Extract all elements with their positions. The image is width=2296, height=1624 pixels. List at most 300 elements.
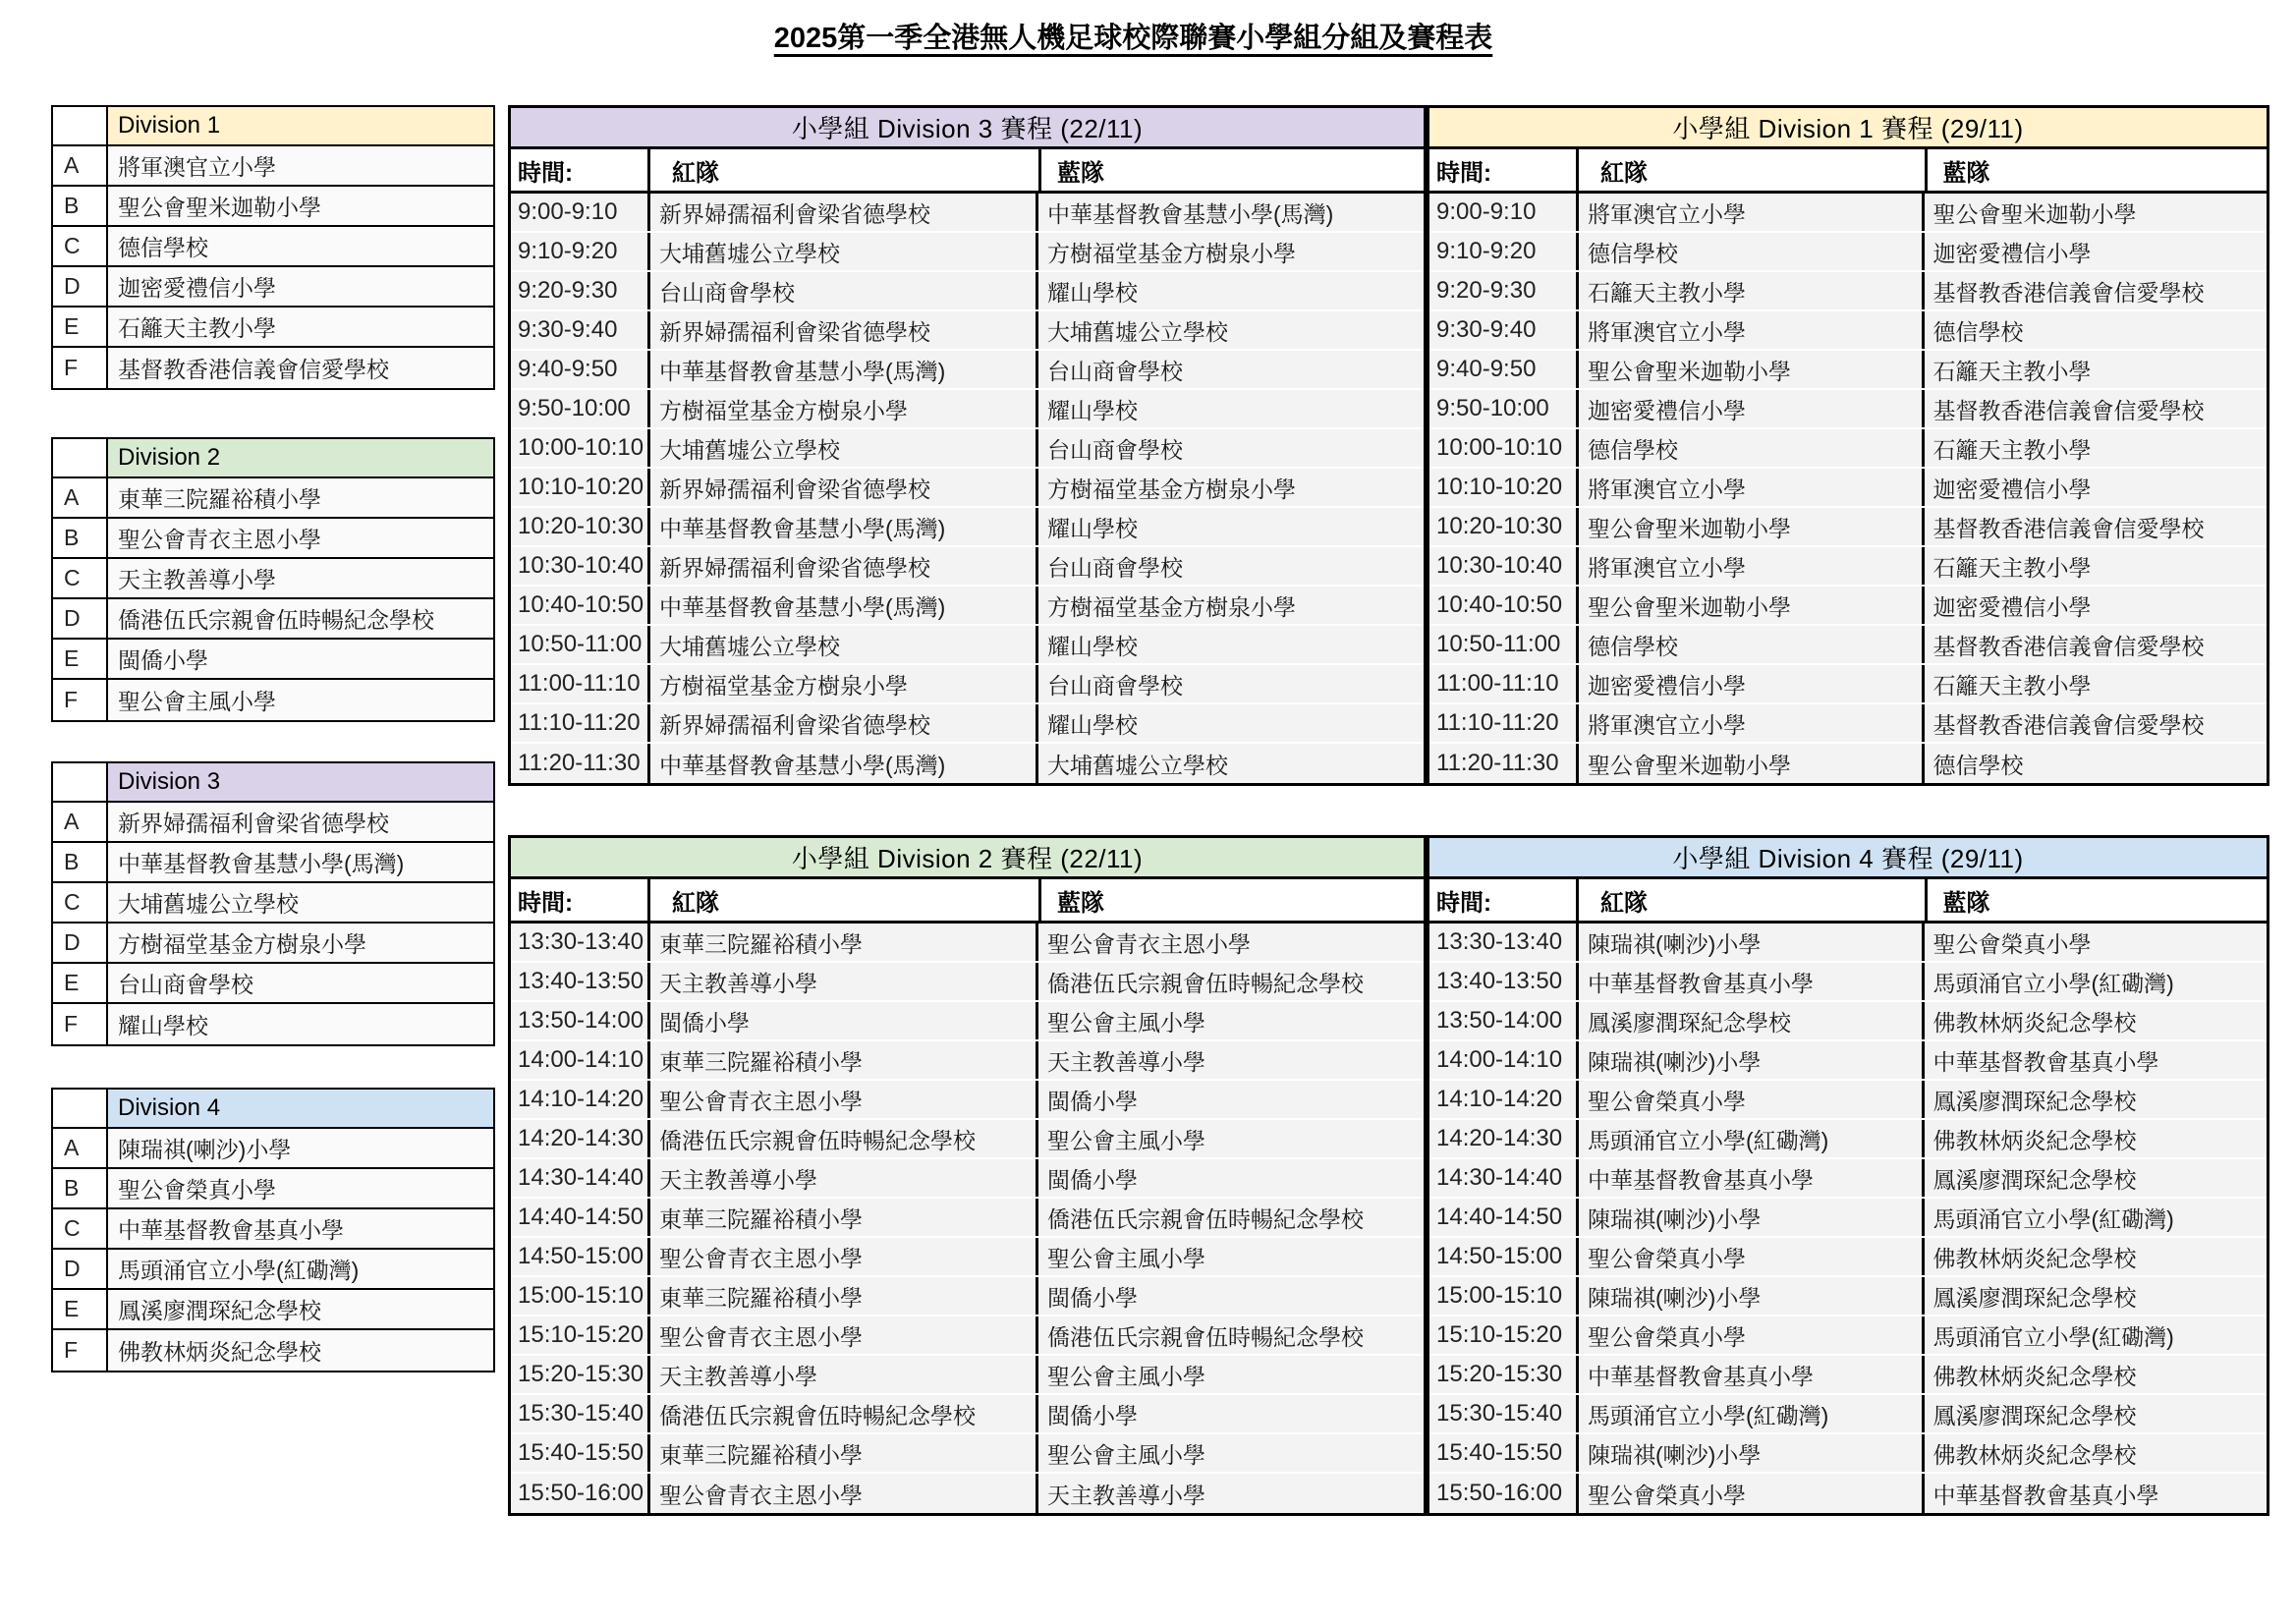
match-row bbox=[511, 1238, 1424, 1277]
team-row bbox=[53, 924, 493, 964]
division-4-team-list bbox=[53, 1129, 493, 1371]
match-row bbox=[1429, 1199, 2267, 1238]
team-row bbox=[53, 1290, 493, 1330]
match-time: 10:20-10:30 bbox=[1429, 508, 1579, 545]
match-row bbox=[511, 1041, 1424, 1081]
match-time: 15:40-15:50 bbox=[511, 1434, 650, 1472]
schedule-title: 小學組 Division 3 賽程 (22/11) bbox=[511, 108, 1424, 149]
division-1-team-list bbox=[53, 146, 493, 388]
match-red-team: 聖公會青衣主恩小學 bbox=[650, 1081, 1038, 1118]
match-red-team: 鳳溪廖潤琛紀念學校 bbox=[1579, 1002, 1925, 1039]
team-school: 德信學校 bbox=[118, 235, 208, 260]
division-4-schedule-table bbox=[1427, 835, 2269, 1516]
division-header-spacer bbox=[53, 107, 108, 144]
division-3-schedule-table bbox=[508, 105, 1427, 786]
match-time: 9:10-9:20 bbox=[1429, 233, 1579, 270]
match-row bbox=[511, 1199, 1424, 1238]
match-blue-team: 聖公會青衣主恩小學 bbox=[1047, 930, 1251, 957]
match-blue-team: 台山商會學校 bbox=[1047, 554, 1183, 581]
schedule-column-header-row bbox=[1429, 149, 2267, 194]
division-header-spacer bbox=[53, 439, 108, 476]
match-row bbox=[1429, 1474, 2267, 1513]
match-time: 9:40-9:50 bbox=[511, 351, 650, 388]
match-time: 9:50-10:00 bbox=[511, 390, 650, 427]
match-row bbox=[511, 194, 1424, 233]
division-1-schedule-table bbox=[1427, 105, 2269, 786]
team-school: 將軍澳官立小學 bbox=[118, 154, 276, 180]
division-name-label: Division 1 bbox=[108, 107, 493, 144]
match-row bbox=[1429, 626, 2267, 665]
match-row bbox=[1429, 1316, 2267, 1356]
match-row bbox=[511, 1474, 1424, 1513]
match-row bbox=[1429, 1041, 2267, 1081]
match-row bbox=[511, 469, 1424, 508]
team-school: 石籬天主教小學 bbox=[118, 315, 276, 341]
match-row bbox=[511, 1159, 1424, 1199]
match-red-team: 大埔舊墟公立學校 bbox=[650, 233, 1038, 270]
col-header-blue-team: 藍隊 bbox=[1057, 889, 1104, 917]
match-row bbox=[1429, 429, 2267, 469]
team-row bbox=[53, 348, 493, 388]
match-blue-team: 基督教香港信義會信愛學校 bbox=[1932, 397, 2205, 423]
division-name-label: Division 4 bbox=[108, 1090, 493, 1127]
team-letter: E bbox=[53, 640, 108, 678]
team-row bbox=[53, 640, 493, 680]
match-blue-team: 閩僑小學 bbox=[1047, 1166, 1138, 1193]
schedule-rows bbox=[1429, 924, 2267, 1513]
team-row bbox=[53, 964, 493, 1004]
match-time: 14:20-14:30 bbox=[511, 1120, 650, 1157]
match-row bbox=[511, 1316, 1424, 1356]
match-row bbox=[1429, 508, 2267, 547]
match-blue-team: 方樹福堂基金方樹泉小學 bbox=[1047, 240, 1296, 266]
match-blue-team: 方樹福堂基金方樹泉小學 bbox=[1047, 593, 1296, 620]
match-row bbox=[1429, 924, 2267, 963]
division-name-label: Division 3 bbox=[108, 763, 493, 801]
match-red-team: 新界婦孺福利會梁省德學校 bbox=[650, 469, 1038, 506]
match-time: 14:20-14:30 bbox=[1429, 1120, 1579, 1157]
division-name-label: Division 2 bbox=[108, 439, 493, 476]
match-blue-team: 中華基督教會基真小學 bbox=[1932, 1048, 2159, 1075]
match-time: 15:50-16:00 bbox=[1429, 1474, 1579, 1513]
match-blue-team: 大埔舊墟公立學校 bbox=[1047, 318, 1228, 345]
match-row bbox=[511, 547, 1424, 587]
match-time: 11:20-11:30 bbox=[511, 744, 650, 783]
match-red-team: 新界婦孺福利會梁省德學校 bbox=[650, 547, 1038, 585]
team-school: 聖公會榮真小學 bbox=[118, 1177, 276, 1203]
match-blue-team: 聖公會主風小學 bbox=[1047, 1127, 1205, 1153]
col-header-time: 時間: bbox=[1429, 149, 1579, 191]
match-time: 14:00-14:10 bbox=[1429, 1041, 1579, 1079]
match-row bbox=[511, 1356, 1424, 1395]
match-time: 14:10-14:20 bbox=[511, 1081, 650, 1118]
match-time: 9:10-9:20 bbox=[511, 233, 650, 270]
match-blue-team: 迦密愛禮信小學 bbox=[1932, 593, 2092, 620]
col-header-time: 時間: bbox=[511, 879, 650, 921]
match-red-team: 中華基督教會基真小學 bbox=[1579, 1356, 1925, 1393]
match-row bbox=[1429, 665, 2267, 704]
match-time: 14:10-14:20 bbox=[1429, 1081, 1579, 1118]
match-blue-team: 台山商會學校 bbox=[1047, 672, 1183, 699]
team-school: 台山商會學校 bbox=[118, 972, 253, 997]
match-row bbox=[1429, 390, 2267, 429]
match-red-team: 僑港伍氏宗親會伍時暢紀念學校 bbox=[650, 1395, 1038, 1432]
match-time: 11:10-11:20 bbox=[1429, 704, 1579, 742]
team-letter: A bbox=[53, 146, 108, 185]
col-header-red-team: 紅隊 bbox=[1579, 149, 1928, 191]
match-red-team: 陳瑞祺(喇沙)小學 bbox=[1579, 1277, 1925, 1315]
match-blue-team: 迦密愛禮信小學 bbox=[1932, 240, 2092, 266]
match-time: 15:50-16:00 bbox=[511, 1474, 650, 1513]
team-letter: F bbox=[53, 680, 108, 720]
match-red-team: 將軍澳官立小學 bbox=[1579, 311, 1925, 349]
match-blue-team: 佛教林炳炎紀念學校 bbox=[1932, 1127, 2137, 1153]
team-school: 基督教香港信義會信愛學校 bbox=[118, 357, 389, 382]
match-blue-team: 石籬天主教小學 bbox=[1932, 436, 2092, 463]
schedule-rows bbox=[1429, 194, 2267, 783]
team-school: 東華三院羅裕積小學 bbox=[118, 486, 321, 512]
match-red-team: 將軍澳官立小學 bbox=[1579, 194, 1925, 231]
match-blue-team: 耀山學校 bbox=[1047, 515, 1138, 541]
schedule-rows bbox=[511, 924, 1424, 1513]
match-row bbox=[1429, 194, 2267, 233]
team-letter: D bbox=[53, 599, 108, 638]
match-red-team: 聖公會青衣主恩小學 bbox=[650, 1316, 1038, 1354]
team-letter: D bbox=[53, 267, 108, 306]
match-red-team: 大埔舊墟公立學校 bbox=[650, 626, 1038, 663]
match-row bbox=[511, 1081, 1424, 1120]
division-header-spacer bbox=[53, 763, 108, 801]
team-letter: E bbox=[53, 308, 108, 346]
match-row bbox=[511, 1434, 1424, 1474]
match-blue-team: 基督教香港信義會信愛學校 bbox=[1932, 633, 2205, 659]
schedule-rows bbox=[511, 194, 1424, 783]
match-red-team: 大埔舊墟公立學校 bbox=[650, 429, 1038, 467]
match-time: 10:10-10:20 bbox=[511, 469, 650, 506]
match-time: 11:00-11:10 bbox=[1429, 665, 1579, 702]
match-row bbox=[1429, 547, 2267, 587]
match-blue-team: 耀山學校 bbox=[1047, 633, 1138, 659]
division-roster-column bbox=[51, 105, 495, 1422]
match-time: 10:40-10:50 bbox=[1429, 587, 1579, 624]
team-letter: C bbox=[53, 883, 108, 922]
team-row bbox=[53, 1330, 493, 1371]
match-blue-team: 基督教香港信義會信愛學校 bbox=[1932, 279, 2205, 306]
match-blue-team: 聖公會主風小學 bbox=[1047, 1245, 1205, 1271]
match-row bbox=[511, 587, 1424, 626]
team-letter: E bbox=[53, 964, 108, 1002]
team-school: 聖公會聖米迦勒小學 bbox=[118, 195, 321, 220]
division-3-header-row bbox=[53, 763, 493, 803]
team-row bbox=[53, 267, 493, 308]
match-row bbox=[1429, 963, 2267, 1002]
match-blue-team: 馬頭涌官立小學(紅磡灣) bbox=[1932, 1323, 2174, 1350]
team-school: 大埔舊墟公立學校 bbox=[118, 891, 299, 917]
schedule-column-header-row bbox=[511, 149, 1424, 194]
match-blue-team: 佛教林炳炎紀念學校 bbox=[1932, 1245, 2137, 1271]
match-time: 10:30-10:40 bbox=[511, 547, 650, 585]
team-letter: F bbox=[53, 1004, 108, 1044]
match-red-team: 中華基督教會基慧小學(馬灣) bbox=[650, 508, 1038, 545]
match-blue-team: 大埔舊墟公立學校 bbox=[1047, 752, 1228, 778]
match-time: 9:20-9:30 bbox=[1429, 272, 1579, 309]
match-red-team: 聖公會榮真小學 bbox=[1579, 1238, 1925, 1275]
match-blue-team: 基督教香港信義會信愛學校 bbox=[1932, 711, 2205, 738]
col-header-red-team: 紅隊 bbox=[1579, 879, 1928, 921]
match-red-team: 陳瑞祺(喇沙)小學 bbox=[1579, 1434, 1925, 1472]
match-time: 10:20-10:30 bbox=[511, 508, 650, 545]
match-blue-team: 馬頭涌官立小學(紅磡灣) bbox=[1932, 1205, 2174, 1232]
match-row bbox=[1429, 744, 2267, 783]
match-row bbox=[511, 351, 1424, 390]
match-blue-team: 中華基督教會基真小學 bbox=[1932, 1482, 2159, 1508]
match-time: 10:00-10:10 bbox=[1429, 429, 1579, 467]
match-red-team: 閩僑小學 bbox=[650, 1002, 1038, 1039]
team-row bbox=[53, 1004, 493, 1044]
match-row bbox=[1429, 233, 2267, 272]
schedule-title: 小學組 Division 4 賽程 (29/11) bbox=[1429, 838, 2267, 879]
division-header-spacer bbox=[53, 1090, 108, 1127]
team-school: 中華基督教會基慧小學(馬灣) bbox=[118, 851, 405, 876]
match-time: 13:40-13:50 bbox=[511, 963, 650, 1000]
match-blue-team: 聖公會聖米迦勒小學 bbox=[1932, 200, 2137, 227]
match-red-team: 陳瑞祺(喇沙)小學 bbox=[1579, 1199, 1925, 1236]
match-time: 15:30-15:40 bbox=[511, 1395, 650, 1432]
match-red-team: 迦密愛禮信小學 bbox=[1579, 390, 1925, 427]
match-red-team: 聖公會聖米迦勒小學 bbox=[1579, 351, 1925, 388]
match-red-team: 方樹福堂基金方樹泉小學 bbox=[650, 665, 1038, 702]
match-blue-team: 德信學校 bbox=[1932, 318, 2024, 345]
match-time: 9:30-9:40 bbox=[1429, 311, 1579, 349]
match-blue-team: 閩僑小學 bbox=[1047, 1284, 1138, 1311]
match-blue-team: 台山商會學校 bbox=[1047, 358, 1183, 384]
team-letter: A bbox=[53, 803, 108, 841]
match-red-team: 東華三院羅裕積小學 bbox=[650, 1434, 1038, 1472]
schedule-column-header-row bbox=[1429, 879, 2267, 924]
match-blue-team: 耀山學校 bbox=[1047, 397, 1138, 423]
match-time: 10:50-11:00 bbox=[1429, 626, 1579, 663]
match-red-team: 馬頭涌官立小學(紅磡灣) bbox=[1579, 1395, 1925, 1432]
match-row bbox=[511, 429, 1424, 469]
match-blue-team: 佛教林炳炎紀念學校 bbox=[1932, 1363, 2137, 1389]
match-time: 9:20-9:30 bbox=[511, 272, 650, 309]
match-red-team: 東華三院羅裕積小學 bbox=[650, 1277, 1038, 1315]
match-row bbox=[1429, 311, 2267, 351]
match-red-team: 天主教善導小學 bbox=[650, 963, 1038, 1000]
match-blue-team: 天主教善導小學 bbox=[1047, 1048, 1205, 1075]
team-letter: F bbox=[53, 348, 108, 388]
match-time: 14:50-15:00 bbox=[1429, 1238, 1579, 1275]
match-red-team: 聖公會榮真小學 bbox=[1579, 1081, 1925, 1118]
team-letter: F bbox=[53, 1330, 108, 1371]
team-letter: C bbox=[53, 1209, 108, 1248]
match-row bbox=[511, 665, 1424, 704]
team-row bbox=[53, 803, 493, 843]
col-header-time: 時間: bbox=[1429, 879, 1579, 921]
team-row bbox=[53, 680, 493, 720]
match-row bbox=[1429, 272, 2267, 311]
match-blue-team: 耀山學校 bbox=[1047, 711, 1138, 738]
match-blue-team: 閩僑小學 bbox=[1047, 1402, 1138, 1428]
team-row bbox=[53, 1129, 493, 1169]
schedule-title: 小學組 Division 1 賽程 (29/11) bbox=[1429, 108, 2267, 149]
team-row bbox=[53, 519, 493, 559]
match-blue-team: 閩僑小學 bbox=[1047, 1088, 1138, 1114]
match-blue-team: 方樹福堂基金方樹泉小學 bbox=[1047, 476, 1296, 502]
match-time: 15:30-15:40 bbox=[1429, 1395, 1579, 1432]
match-time: 15:40-15:50 bbox=[1429, 1434, 1579, 1472]
match-time: 9:50-10:00 bbox=[1429, 390, 1579, 427]
match-red-team: 中華基督教會基真小學 bbox=[1579, 1159, 1925, 1197]
match-row bbox=[1429, 704, 2267, 744]
match-red-team: 聖公會青衣主恩小學 bbox=[650, 1474, 1038, 1513]
match-row bbox=[511, 626, 1424, 665]
match-row bbox=[1429, 587, 2267, 626]
match-red-team: 將軍澳官立小學 bbox=[1579, 547, 1925, 585]
team-row bbox=[53, 308, 493, 348]
match-blue-team: 僑港伍氏宗親會伍時暢紀念學校 bbox=[1047, 1205, 1364, 1232]
division-2-team-list bbox=[53, 478, 493, 720]
match-time: 15:10-15:20 bbox=[511, 1316, 650, 1354]
match-red-team: 中華基督教會基慧小學(馬灣) bbox=[650, 744, 1038, 783]
team-row bbox=[53, 227, 493, 267]
match-blue-team: 石籬天主教小學 bbox=[1932, 672, 2092, 699]
match-time: 13:30-13:40 bbox=[511, 924, 650, 961]
match-time: 15:00-15:10 bbox=[1429, 1277, 1579, 1315]
team-school: 僑港伍氏宗親會伍時暢紀念學校 bbox=[118, 607, 434, 633]
match-red-team: 東華三院羅裕積小學 bbox=[650, 1041, 1038, 1079]
team-letter: B bbox=[53, 1169, 108, 1207]
match-red-team: 德信學校 bbox=[1579, 233, 1925, 270]
col-header-red-team: 紅隊 bbox=[650, 879, 1041, 921]
match-blue-team: 耀山學校 bbox=[1047, 279, 1138, 306]
match-time: 10:40-10:50 bbox=[511, 587, 650, 624]
team-letter: B bbox=[53, 519, 108, 557]
match-red-team: 天主教善導小學 bbox=[650, 1356, 1038, 1393]
match-red-team: 石籬天主教小學 bbox=[1579, 272, 1925, 309]
team-row bbox=[53, 146, 493, 187]
match-row bbox=[511, 311, 1424, 351]
match-blue-team: 鳳溪廖潤琛紀念學校 bbox=[1932, 1088, 2137, 1114]
team-letter: B bbox=[53, 187, 108, 225]
match-row bbox=[1429, 1120, 2267, 1159]
match-red-team: 陳瑞祺(喇沙)小學 bbox=[1579, 924, 1925, 961]
team-row bbox=[53, 187, 493, 227]
match-row bbox=[1429, 469, 2267, 508]
match-time: 14:40-14:50 bbox=[511, 1199, 650, 1236]
match-row bbox=[1429, 1356, 2267, 1395]
match-red-team: 陳瑞祺(喇沙)小學 bbox=[1579, 1041, 1925, 1079]
match-row bbox=[1429, 1002, 2267, 1041]
match-row bbox=[1429, 1395, 2267, 1434]
match-time: 10:30-10:40 bbox=[1429, 547, 1579, 585]
match-blue-team: 僑港伍氏宗親會伍時暢紀念學校 bbox=[1047, 970, 1364, 996]
match-red-team: 迦密愛禮信小學 bbox=[1579, 665, 1925, 702]
match-row bbox=[511, 508, 1424, 547]
team-letter: D bbox=[53, 1250, 108, 1288]
match-red-team: 新界婦孺福利會梁省德學校 bbox=[650, 704, 1038, 742]
team-school: 聖公會青衣主恩小學 bbox=[118, 527, 321, 552]
division-1-header-row bbox=[53, 107, 493, 146]
match-time: 13:50-14:00 bbox=[1429, 1002, 1579, 1039]
match-blue-team: 天主教善導小學 bbox=[1047, 1482, 1205, 1508]
match-red-team: 馬頭涌官立小學(紅磡灣) bbox=[1579, 1120, 1925, 1157]
match-row bbox=[511, 1120, 1424, 1159]
team-row bbox=[53, 843, 493, 883]
match-time: 9:00-9:10 bbox=[1429, 194, 1579, 231]
match-red-team: 聖公會聖米迦勒小學 bbox=[1579, 744, 1925, 783]
team-school: 中華基督教會基真小學 bbox=[118, 1217, 344, 1243]
team-school: 馬頭涌官立小學(紅磡灣) bbox=[118, 1258, 360, 1283]
team-school: 鳳溪廖潤琛紀念學校 bbox=[118, 1298, 321, 1323]
match-row bbox=[511, 390, 1424, 429]
match-time: 14:40-14:50 bbox=[1429, 1199, 1579, 1236]
match-red-team: 聖公會聖米迦勒小學 bbox=[1579, 508, 1925, 545]
match-time: 14:00-14:10 bbox=[511, 1041, 650, 1079]
team-school: 天主教善導小學 bbox=[118, 567, 276, 592]
match-row bbox=[511, 963, 1424, 1002]
match-time: 11:10-11:20 bbox=[511, 704, 650, 742]
team-letter: B bbox=[53, 843, 108, 881]
team-school: 佛教林炳炎紀念學校 bbox=[118, 1339, 321, 1365]
team-letter: E bbox=[53, 1290, 108, 1328]
team-row bbox=[53, 599, 493, 640]
match-time: 15:10-15:20 bbox=[1429, 1316, 1579, 1354]
match-row bbox=[1429, 1081, 2267, 1120]
schedule-column-header-row bbox=[511, 879, 1424, 924]
match-red-team: 僑港伍氏宗親會伍時暢紀念學校 bbox=[650, 1120, 1038, 1157]
match-time: 9:00-9:10 bbox=[511, 194, 650, 231]
match-blue-team: 佛教林炳炎紀念學校 bbox=[1932, 1441, 2137, 1468]
match-red-team: 德信學校 bbox=[1579, 626, 1925, 663]
match-red-team: 中華基督教會基慧小學(馬灣) bbox=[650, 587, 1038, 624]
match-time: 10:00-10:10 bbox=[511, 429, 650, 467]
match-blue-team: 鳳溪廖潤琛紀念學校 bbox=[1932, 1166, 2137, 1193]
match-time: 13:40-13:50 bbox=[1429, 963, 1579, 1000]
match-blue-team: 中華基督教會基慧小學(馬灣) bbox=[1047, 200, 1334, 227]
team-school: 聖公會主風小學 bbox=[118, 689, 276, 714]
match-red-team: 新界婦孺福利會梁省德學校 bbox=[650, 194, 1038, 231]
page-title-text: 2025第一季全港無人機足球校際聯賽小學組分組及賽程表 bbox=[773, 23, 1493, 54]
match-time: 15:00-15:10 bbox=[511, 1277, 650, 1315]
match-red-team: 聖公會青衣主恩小學 bbox=[650, 1238, 1038, 1275]
match-time: 14:30-14:40 bbox=[1429, 1159, 1579, 1197]
match-blue-team: 台山商會學校 bbox=[1047, 436, 1183, 463]
match-row bbox=[511, 1002, 1424, 1041]
match-time: 14:50-15:00 bbox=[511, 1238, 650, 1275]
division-1-roster-table bbox=[51, 105, 495, 390]
match-blue-team: 基督教香港信義會信愛學校 bbox=[1932, 515, 2205, 541]
team-school: 閩僑小學 bbox=[118, 647, 208, 673]
team-letter: A bbox=[53, 1129, 108, 1167]
match-time: 11:20-11:30 bbox=[1429, 744, 1579, 783]
col-header-time: 時間: bbox=[511, 149, 650, 191]
team-row bbox=[53, 1169, 493, 1209]
match-blue-team: 石籬天主教小學 bbox=[1932, 358, 2092, 384]
team-letter: A bbox=[53, 478, 108, 517]
team-row bbox=[53, 1209, 493, 1250]
col-header-blue-team: 藍隊 bbox=[1942, 159, 1990, 187]
team-school: 耀山學校 bbox=[118, 1013, 208, 1038]
match-time: 10:10-10:20 bbox=[1429, 469, 1579, 506]
match-blue-team: 聖公會主風小學 bbox=[1047, 1441, 1205, 1468]
match-row bbox=[511, 704, 1424, 744]
match-row bbox=[1429, 351, 2267, 390]
match-blue-team: 鳳溪廖潤琛紀念學校 bbox=[1932, 1284, 2137, 1311]
division-3-roster-table bbox=[51, 761, 495, 1046]
match-red-team: 將軍澳官立小學 bbox=[1579, 469, 1925, 506]
team-school: 新界婦孺福利會梁省德學校 bbox=[118, 811, 389, 836]
